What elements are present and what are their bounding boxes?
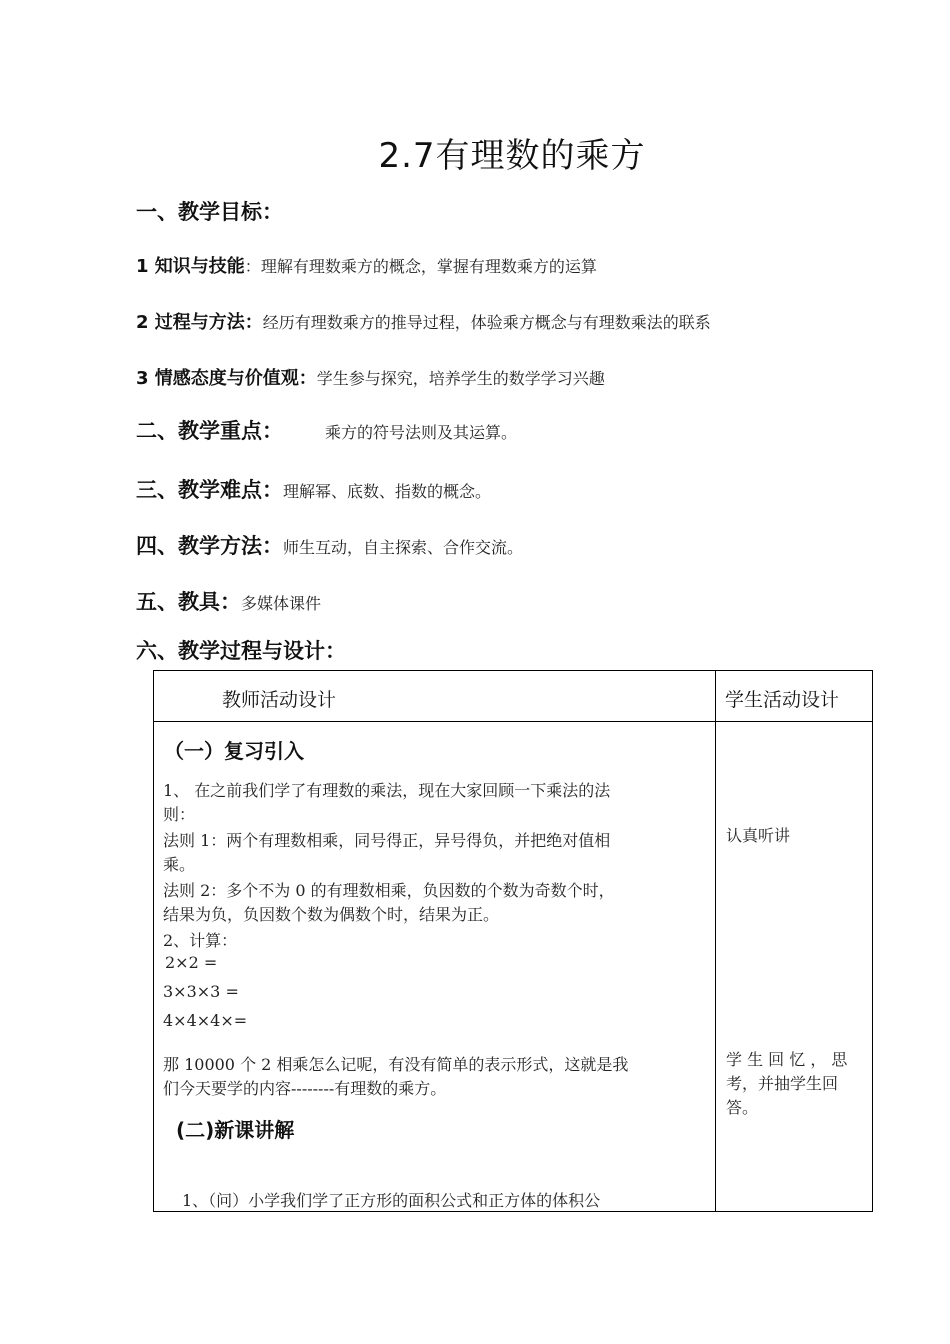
student-activity-1: 认真听讲: [726, 826, 791, 845]
teacher-line-4: 乘。: [163, 855, 196, 874]
teacher-line-5: 法则 2：多个不为 0 的有理数相乘，负因数的个数为奇数个时，: [163, 881, 615, 900]
goal-attitude: [136, 364, 605, 390]
teacher-line-6: 结果为负，负因数个数为偶数个时，结果为正。: [163, 905, 500, 924]
student-activity-2-line-3: 答。: [726, 1098, 759, 1117]
key-points-text: 乘方的符号法则及其运算。: [325, 423, 518, 442]
goal-knowledge-text: 理解有理数乘方的概念，掌握有理数乘方的运算: [260, 257, 597, 276]
difficulties-text: 理解幂、底数、指数的概念。: [283, 482, 492, 501]
teacher-line-13: 1、（问）小学我们学了正方形的面积公式和正方体的体积公: [182, 1191, 601, 1210]
methods-text: 师生互动，自主探索、合作交流。: [283, 538, 524, 557]
table-header-divider: [154, 721, 872, 722]
student-activity-2-line-1: 学 生 回 忆 ， 思: [726, 1050, 848, 1069]
heading-difficulties: [136, 474, 491, 504]
methods-label: 四、教学方法：: [136, 534, 283, 558]
part2-heading: (二)新课讲解: [176, 1118, 295, 1142]
heading-teaching-goals: 一、教学目标：: [136, 200, 283, 224]
teacher-line-12: 们今天要学的内容--------有理数的乘方。: [163, 1079, 447, 1098]
goal-attitude-text: 学生参与探究，培养学生的数学学习兴趣: [316, 369, 605, 388]
heading-key-points: [136, 415, 517, 445]
teacher-line-8: 2×2 =: [165, 953, 218, 972]
page-title: 2.7有理数的乘方: [378, 136, 646, 176]
teacher-line-7: 2、计算：: [163, 931, 238, 950]
header-student-activity: 学生活动设计: [725, 689, 840, 711]
tools-label: 五、教具：: [136, 590, 241, 614]
heading-methods: [136, 530, 523, 560]
header-teacher-activity: 教师活动设计: [222, 689, 337, 711]
heading-process-design: 六、教学过程与设计：: [136, 639, 346, 663]
goal-knowledge-label: 1 知识与技能: [136, 256, 245, 277]
teacher-line-3: 法则 1：两个有理数相乘，同号得正，异号得负，并把绝对值相: [163, 831, 611, 850]
student-activity-2-line-2: 考，并抽学生回: [726, 1074, 839, 1093]
goal-knowledge-sep: ：: [244, 257, 261, 276]
teacher-line-11: 那 10000 个 2 相乘怎么记呢，有没有简单的表示形式，这就是我: [163, 1055, 629, 1074]
goal-process-label: 2 过程与方法：: [136, 312, 263, 333]
teacher-line-1: 1、 在之前我们学了有理数的乘法，现在大家回顾一下乘法的法: [163, 781, 611, 800]
goal-process-text: 经历有理数乘方的推导过程，体验乘方概念与有理数乘法的联系: [262, 313, 711, 332]
goal-process: [136, 308, 711, 334]
difficulties-label: 三、教学难点：: [136, 478, 283, 502]
goal-attitude-label: 3 情感态度与价值观：: [136, 368, 317, 389]
teacher-line-10: 4×4×4×=: [163, 1011, 248, 1030]
teacher-line-2: 则：: [163, 805, 196, 824]
lesson-table: [153, 670, 873, 1212]
goal-knowledge: [136, 252, 597, 278]
tools-text: 多媒体课件: [241, 594, 322, 613]
key-points-label: 二、教学重点：: [136, 419, 283, 443]
part1-heading: （一）复习引入: [164, 739, 304, 763]
teacher-line-9: 3×3×3 =: [163, 982, 239, 1001]
table-column-divider: [715, 671, 716, 1211]
heading-tools: [136, 586, 321, 616]
